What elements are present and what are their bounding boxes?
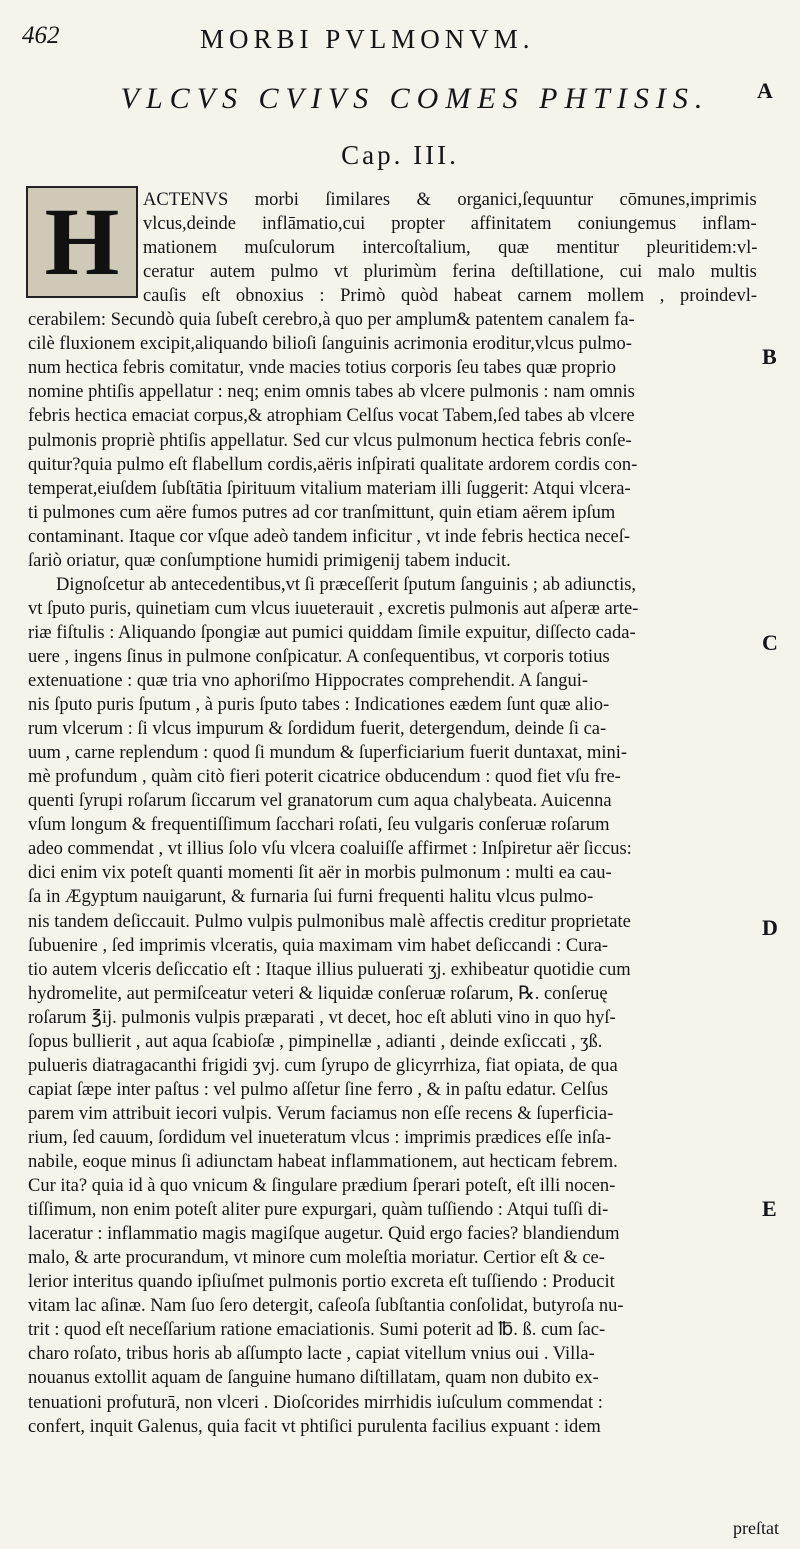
text-line: num hectica febris comitatur, vnde macies totius corporis ſeu tabes quæ proprio — [28, 358, 617, 379]
text-line: adeo commendat , vt illius ſolo vſu vlcera coaluiſſe affirmet : Inſpiretur aër ſiccus: — [28, 839, 632, 860]
margin-letter-a: A — [757, 78, 773, 103]
text-line: ti pulmones cum aëre fumos putres ad cor tranſmittunt, quin etiam aërem ipſum — [28, 502, 616, 523]
text-line: capiat ſæpe inter paſtus : vel pulmo aſſetur ſine ferro , & in paſtu edatur. Celſus — [28, 1079, 609, 1100]
text-line: ſubuenire , ſed imprimis vlceratis, quia maximam vim habet deſiccandi : Cura- — [28, 935, 609, 956]
text-line: quenti ſyrupi roſarum ſiccarum vel granatorum cum aqua chalybeata. Auicenna — [28, 791, 612, 812]
text-line: charo roſato, tribus horis ab aſſumpto lacte , capiat vitellum vnius oui . Villa- — [28, 1344, 595, 1365]
chapter-number: Cap. III. — [341, 140, 459, 170]
margin-letter-d: D — [762, 915, 778, 940]
text-line: vſum longum & frequentiſſimum ſacchari roſati, ſeu vulgaris conſeruæ roſarum — [28, 815, 610, 836]
text-line: ſopus bullierit , aut aqua ſcabioſæ , pimpinellæ , adianti , deinde exſiccati , ʒß. — [28, 1031, 603, 1052]
margin-letter-c: C — [762, 630, 778, 655]
chapter-title: VLCVS CVIVS COMES PHTISIS. — [120, 82, 710, 115]
text-line: hydromelite, aut permiſceatur veteri & liquidæ conſeruæ roſarum, ℞. conſeruę — [28, 983, 608, 1004]
text-line: extenuatione : quæ tria vno aphoriſmo Hippocrates comprehendit. A ſangui- — [28, 671, 589, 691]
text-line: rium, ſed cauum, ſordidum vel inueteratum vlcus : imprimis prædices eſſe inſa- — [28, 1127, 612, 1148]
text-line: cilè fluxionem excipit,aliquando bilioſi ſanguinis acrimonia eroditur,vlcus pulmo- — [28, 334, 632, 355]
text-line: mationem muſculorum intercoſtalium, quæ mentitur pleuritidem:vl- — [143, 238, 758, 259]
text-line: tio autem vlceris deſiccatio eſt : Itaque illius puluerati ʒj. exhibeatur quotidie cum — [28, 959, 631, 980]
text-line: roſarum ℥ij. pulmonis vulpis præparati , vt decet, hoc eſt abluti vino in quo hyſ- — [28, 1007, 616, 1028]
text-line: dici enim vix poteſt quanti momenti ſit aër in morbis pulmonum : multi ea cau- — [28, 863, 612, 884]
text-line: nis tandem deſiccauit. Pulmo vulpis pulmonibus malè affectis creditur proprietate — [28, 911, 631, 932]
text-line: ſa in Ægyptum nauigarunt, & furnaria ſui furni frequenti halitu vlcus pulmo- — [28, 887, 594, 908]
text-line: laceratur : inflammatio magis magiſque augetur. Quid ergo facies? blandiendum — [28, 1224, 620, 1245]
catchword: preſtat — [733, 1518, 779, 1538]
text-line: lerior interitus quando ipſiuſmet pulmonis portio excreta eſt tuſſiendo : Producit — [28, 1272, 615, 1293]
text-line: trit : quod eſt neceſſarium ratione emaciationis. Sumi poterit ad ℔. ß. cum ſac- — [28, 1320, 606, 1341]
decorated-initial — [26, 186, 138, 298]
text-line: vitam lac aſinæ. Nam ſuo ſero detergit, caſeoſa ſubſtantia conſolidat, butyroſa nu- — [28, 1296, 624, 1317]
text-line: nomine phtiſis appellatur : neq; enim omnis tabes ab vlcere pulmonis : nam omnis — [28, 382, 635, 403]
text-line: tenuationi profuturā, non vlceri . Dioſcorides mirrhidis iuſculum commendat : — [28, 1392, 603, 1413]
margin-letter-e: E — [762, 1196, 777, 1221]
text-line: ceratur autem pulmo vt plurimùm ferina deſtillatione, cui malo multis — [143, 262, 757, 283]
text-line: vlcus,deinde inflāmatio,cui propter affinitatem coniungemus inflam- — [143, 214, 757, 235]
text-line: febris hectica emaciat corpus,& atrophiam Celſus vocat Tabem,ſed tabes ab vlcere — [28, 406, 635, 427]
text-line: mè profundum , quàm citò fieri poterit cicatrice obducendum : quod fiet vſu fre- — [28, 767, 621, 788]
running-title: MORBI PVLMONVM. — [200, 24, 535, 54]
text-line: contaminant. Itaque cor vſque adeò tandem inficitur , vt inde febris hectica neceſ- — [28, 526, 631, 547]
text-line: Dignoſcetur ab antecedentibus,vt ſi præceſſerit ſputum ſanguinis ; ab adiunctis, — [56, 574, 637, 595]
text-line: temperat,eiuſdem ſubſtātia ſpirituum vitalium materiam illi ſuggerit: Atqui vlcera- — [28, 478, 631, 499]
text-line: pulmonis propriè phtiſis appellatur. Sed cur vlcus pulmonum hectica febris conſe- — [28, 430, 632, 451]
text-line: confert, inquit Galenus, quia facit vt phtiſici purulenta facilius expuant : idem — [28, 1416, 601, 1437]
text-line: uere , ingens ſinus in pulmone conſpicatur. A conſequentibus, vt corporis totius — [28, 646, 610, 667]
text-line: malo, & arte procurandum, vt minore cum moleſtia moriatur. Certior eſt & ce- — [28, 1248, 605, 1269]
text-line: nabile, eoque minus ſi adiunctam habeat inflammationem, aut hecticam febrem. — [28, 1152, 618, 1172]
text-line: quitur?quia pulmo eſt flabellum cordis,aëris inſpirati qualitate ardorem cordis con- — [28, 454, 638, 475]
text-line: ſariò oriatur, quæ conſumptione humidi primigenij tabem inducit. — [28, 550, 511, 571]
text-line: tiſſimum, non enim poteſt aliter pure expurgari, quàm tuſſiendo : Atqui tuſſi di- — [28, 1200, 609, 1221]
text-line: cerabilem: Secundò quia ſubeſt cerebro,à quo per amplum& patentem canalem fa- — [28, 310, 635, 331]
text-line: parem vim attribuit iecori vulpis. Verum faciamus non eſſe recens & ſuperficia- — [28, 1103, 614, 1124]
text-line: nis ſputo puris ſputum , à puris ſputo tabes : Indicationes eædem ſunt quæ alio- — [28, 695, 610, 716]
page-number: 462 — [22, 22, 60, 49]
text-line: uum , carne replendum : quod ſi mundum & ſuperficiarium fuerit duntaxat, mini- — [28, 743, 628, 764]
text-line: rum vlcerum : ſi vlcus impurum & ſordidum fuerit, detergendum, deinde ſi ca- — [28, 719, 607, 740]
text-line: nouanus extollit aquam de ſanguine humano diſtillatam, quam non dubito ex- — [28, 1368, 599, 1389]
text-line: ACTENVS morbi ſimilares & organici,ſequuntur cōmunes,imprimis — [143, 190, 757, 210]
margin-letter-b: B — [762, 344, 777, 369]
text-line: Cur ita? quia id à quo vnicum & ſingulare prædium ſperari poteſt, eſt illi nocen- — [28, 1176, 616, 1197]
text-line: pulueris diatragacanthi frigidi ʒvj. cum ſyrupo de glicyrrhiza, fiat opiata, de qua — [28, 1055, 618, 1076]
initial-letter: H — [44, 188, 120, 295]
text-line: cauſis eſt obnoxius : Primò quòd habeat carnem mollem , proindevl- — [143, 286, 758, 307]
text-line: riæ fiſtulis : Aliquando ſpongiæ aut pumici quiddam ſimile expuitur, diſſecto cada- — [28, 622, 636, 643]
text-line: vt ſputo puris, quinetiam cum vlcus iuueterauit , excretis pulmonis aut aſperæ arte- — [28, 598, 639, 619]
